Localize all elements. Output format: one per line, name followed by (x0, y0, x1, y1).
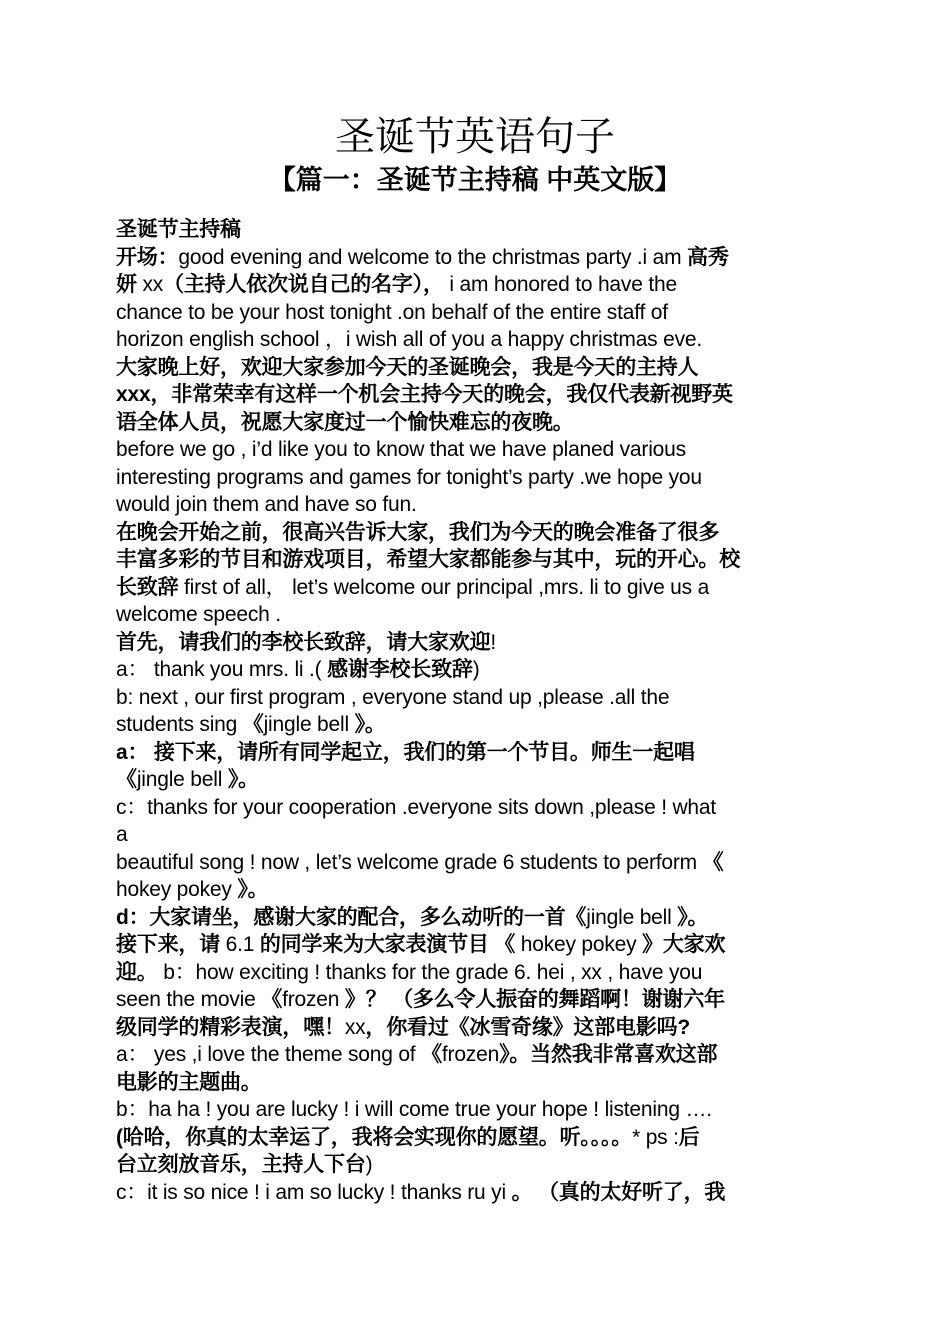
text-segment: good evening and welcome to the christmas party .i am (178, 245, 688, 269)
text-segment: ) (365, 1153, 373, 1176)
document-subtitle: 【篇一：圣诞节主持稿 中英文版】 (268, 165, 682, 195)
text-line (116, 1096, 836, 1124)
text-segment: interesting programs and games for tonight’s party .we hope you (116, 465, 702, 489)
text-line (116, 904, 836, 932)
text-segment: 《 (242, 713, 264, 736)
text-segment: xxx，非常荣幸有这样一个机会主持今天的晚会，我仅代表新视野英 (116, 383, 733, 406)
text-line (116, 1014, 836, 1042)
text-line (116, 409, 836, 437)
text-segment: ! (490, 630, 497, 654)
text-segment: first of all， let’s welcome our principal ,mrs. li to give us a (178, 575, 710, 599)
text-segment: hokey pokey (515, 933, 643, 956)
text-line (116, 1069, 836, 1097)
text-segment: b: next , our first program , everyone stand up ,please .all the (116, 685, 670, 709)
text-line (116, 711, 836, 739)
text-segment: 感谢李校长致辞 (327, 658, 473, 681)
text-line (116, 601, 836, 629)
text-segment: beautiful song ! now , let’s welcome grade 6 students to perform (116, 850, 703, 874)
text-line (116, 986, 836, 1014)
text-line (116, 546, 836, 574)
text-segment: seen the movie (116, 988, 262, 1011)
text-segment: 迎。 (116, 960, 158, 984)
text-line (116, 656, 836, 684)
text-segment: 圣诞节主持稿 (116, 218, 241, 241)
text-segment: d：大家请坐，感谢大家的配合，多么动听的一首《 (116, 905, 587, 929)
text-segment: jingle bell (586, 905, 678, 929)
text-segment: 的同学来为大家表演节目 《 (259, 933, 516, 956)
text-segment: b：how exciting ! thanks for the grade 6. hei , xx , have you (157, 960, 703, 984)
text-segment: (哈哈，你真的太幸运了，我将会实现你的愿望。听。。。。 (116, 1125, 633, 1149)
text-line (116, 876, 836, 904)
text-segment: 首先，请我们的李校长致辞，请大家欢迎 (116, 630, 491, 654)
text-line (116, 931, 836, 959)
text-segment: 《 (702, 850, 724, 874)
text-segment: 大家晚上好，欢迎大家参加今天的圣诞晚会，我是今天的主持人 (116, 355, 699, 379)
text-segment: jingle bell (136, 768, 228, 791)
text-segment: xx (136, 273, 164, 296)
text-line (116, 326, 836, 354)
text-segment: before we go , i’d like you to know that we have planed various (116, 438, 686, 461)
text-line (116, 1124, 836, 1152)
text-segment: a： thank you mrs. li .( (116, 658, 328, 681)
text-segment: 级同学的精彩表演，嘿！ (116, 1015, 345, 1039)
text-segment: a： yes ,i love the theme song of (116, 1043, 422, 1066)
text-segment: 开场： (116, 245, 179, 269)
text-segment: 接下来，请 (116, 933, 220, 956)
text-line (116, 491, 836, 519)
text-segment: 6.1 (220, 933, 260, 956)
text-segment: 高秀 (687, 245, 729, 269)
text-segment: 电影的主题曲。 (116, 1070, 262, 1094)
text-line (116, 821, 836, 849)
text-segment: 《 (421, 1043, 442, 1066)
text-line (116, 354, 836, 382)
text-segment: xx (344, 1015, 366, 1039)
text-line (116, 271, 836, 299)
text-segment: i am honored to have the (443, 273, 677, 296)
text-segment: （主持人依次说自己的名字）， (163, 273, 444, 296)
text-segment: 。 （真的太好听了，我 (511, 1180, 726, 1204)
text-segment: 台立刻放音乐，主持人下台 (116, 1153, 366, 1176)
text-segment: 《 (116, 768, 137, 791)
text-line (116, 519, 836, 547)
text-segment: welcome speech . (116, 603, 281, 626)
text-line (116, 574, 836, 602)
text-segment: c：thanks for your cooperation .everyone sits down ,please ! what (116, 795, 717, 819)
text-segment: 》大家欢 (642, 933, 726, 956)
document-title: 圣诞节英语句子 (335, 115, 615, 159)
text-segment: b：ha ha ! you are lucky ! i will come true your hope ! listening …. (116, 1098, 712, 1121)
text-segment: students sing (116, 713, 243, 736)
text-line (116, 849, 836, 877)
text-line (116, 629, 836, 657)
text-segment: 》。 (237, 878, 269, 901)
text-segment: ，你看过《冰雪奇缘》这部电影吗? (365, 1015, 691, 1039)
text-line (116, 739, 836, 767)
text-line (116, 436, 836, 464)
text-segment: 》。 (354, 713, 386, 736)
text-line (116, 1041, 836, 1069)
text-line (116, 299, 836, 327)
text-segment: would join them and have so fun. (116, 493, 417, 516)
text-segment: 》。 (227, 768, 259, 791)
text-line (116, 216, 836, 244)
text-segment: 》？ （多么令人振奋的舞蹈啊！谢谢六年 (344, 988, 725, 1011)
text-segment: a (116, 823, 128, 846)
text-segment: ) (472, 658, 480, 681)
text-line (116, 1151, 836, 1179)
text-segment: 妍 (116, 273, 137, 296)
text-segment: 语全体人员，祝愿大家度过一个愉快难忘的夜晚。 (116, 410, 574, 434)
text-segment: c：it is so nice ! i am so lucky ! thanks ru yi (116, 1180, 512, 1204)
text-line (116, 684, 836, 712)
text-segment: chance to be your host tonight .on behalf of the entire staff of (116, 300, 668, 324)
text-segment: 在晚会开始之前，很高兴告诉大家，我们为今天的晚会准备了很多 (116, 520, 720, 544)
text-segment: horizon english school ，i wish all of you a happy christmas eve. (116, 328, 702, 351)
text-segment: a： 接下来，请所有同学起立，我们的第一个节目。师生一起唱 (116, 740, 695, 764)
text-segment: 》。 (677, 905, 709, 929)
text-segment: jingle bell (263, 713, 355, 736)
text-line (116, 766, 836, 794)
text-line (116, 1179, 836, 1207)
text-line (116, 464, 836, 492)
text-line (116, 244, 836, 272)
text-segment: frozen (282, 988, 345, 1011)
document-body (116, 216, 836, 1206)
text-segment: 丰富多彩的节目和游戏项目，希望大家都能参与其中，玩的开心。校 (116, 548, 740, 571)
text-segment: 《 (261, 988, 283, 1011)
text-line (116, 794, 836, 822)
text-segment: frozen (441, 1043, 500, 1066)
text-line (116, 959, 836, 987)
text-segment: 》。当然我非常喜欢这部 (499, 1043, 718, 1066)
text-segment: 后 (678, 1125, 700, 1149)
text-segment: hokey pokey (116, 878, 238, 901)
text-segment: * ps : (632, 1125, 679, 1149)
text-segment: 长致辞 (116, 575, 179, 599)
text-line (116, 381, 836, 409)
